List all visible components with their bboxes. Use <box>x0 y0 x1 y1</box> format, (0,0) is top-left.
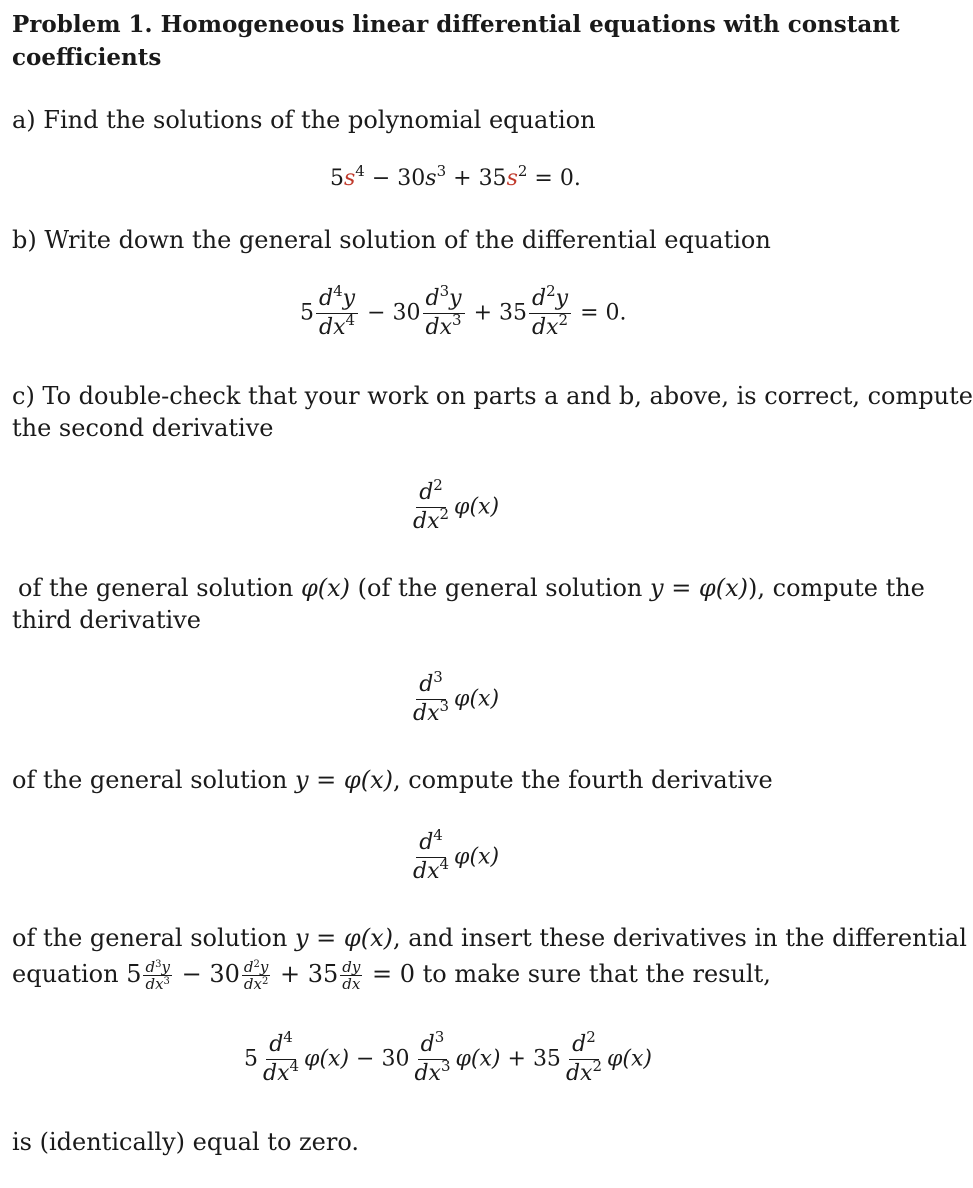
part-c-text-line2: the second derivative <box>12 414 274 442</box>
after-second-derivative-line2: third derivative <box>12 606 201 634</box>
polynomial-equation: $5s^4 - 30s^3 + 35s^2 = 0$. <box>330 162 581 191</box>
second-derivative-expression: $\frac{d^2}{dx^2}$ φ(x) <box>413 476 500 534</box>
third-derivative-expression: $\frac{d^3}{dx^3}$ φ(x) <box>413 668 500 726</box>
differential-equation: 5 $\frac{d^4y}{dx^4}$ − 30 $\frac{d^3y}{dx^3}$ + 35 $\frac{d^2y}{dx^2}$ = 0. <box>300 282 627 340</box>
fourth-derivative-expression: $\frac{d^4}{dx^4}$ φ(x) <box>413 826 500 884</box>
problem-title-continued: coefficients <box>12 44 162 71</box>
after-fourth-derivative-line2: equation 5 $\frac{d^3y}{dx^3}$ − 30 $\frac{d^2y}{dx^2}$ + 35 $\frac{dy}{dx}$ = 0 to make sure that the result, <box>12 958 771 993</box>
after-third-derivative-line: of the general solution y = φ(x), compute the fourth derivative <box>12 766 773 794</box>
part-a-text: a) Find the solutions of the polynomial equation <box>12 106 596 134</box>
part-b-text: b) Write down the general solution of the differential equation <box>12 226 771 254</box>
problem-title: Problem 1. Homogeneous linear differential equations with constant <box>12 11 900 38</box>
after-second-derivative-line1: of the general solution φ(x) (of the general solution y = φ(x)), compute the <box>18 574 925 602</box>
final-statement: is (identically) equal to zero. <box>12 1128 359 1156</box>
combined-derivative-expression: 5 $\frac{d^4}{dx^4}$ φ(x) − 30 $\frac{d^3}{dx^3}$ φ(x) + 35 $\frac{d^2}{dx^2}$ φ(x) <box>244 1028 652 1086</box>
part-c-text-line1: c) To double-check that your work on parts a and b, above, is correct, compute <box>12 382 973 410</box>
after-fourth-derivative-line1: of the general solution y = φ(x), and insert these derivatives in the differential <box>12 924 967 952</box>
